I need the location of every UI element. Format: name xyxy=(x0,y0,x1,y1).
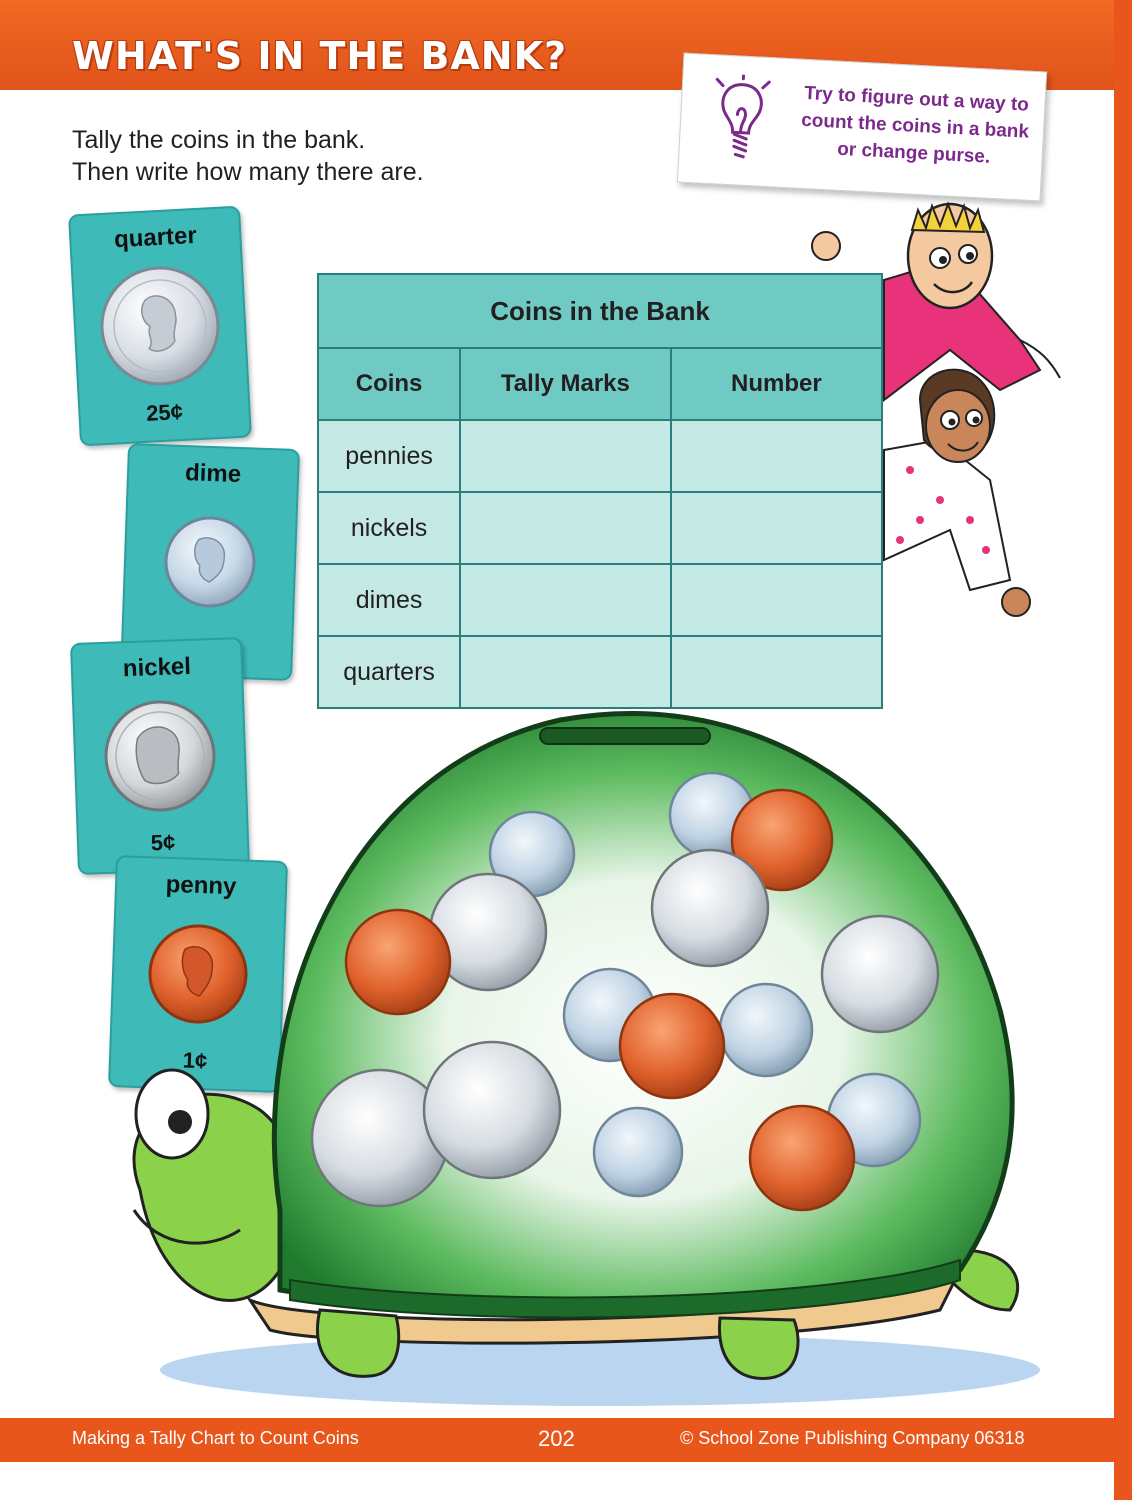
row-label: pennies xyxy=(318,420,460,492)
coin-value: 25¢ xyxy=(145,398,184,426)
instructions xyxy=(72,124,424,188)
row-label: dimes xyxy=(318,564,460,636)
quarter-coin-icon xyxy=(95,261,225,391)
page-footer xyxy=(0,1418,1132,1462)
coin-label: penny xyxy=(165,870,237,901)
column-header-tally: Tally Marks xyxy=(460,348,671,420)
tally-cell[interactable] xyxy=(460,492,671,564)
footer-lesson-title: Making a Tally Chart to Count Coins xyxy=(72,1428,359,1448)
coin-value: 5¢ xyxy=(150,829,176,856)
coin-label: quarter xyxy=(113,221,198,254)
tip-line-1: Try to figure out a way to xyxy=(803,82,1030,116)
instruction-line-2: Then write how many there are. xyxy=(72,158,424,186)
column-header-number: Number xyxy=(671,348,882,420)
tally-cell[interactable] xyxy=(460,420,671,492)
lightbulb-icon xyxy=(709,73,774,172)
dime-coin-icon xyxy=(146,498,274,626)
tip-line-3: or change purse. xyxy=(836,138,991,168)
table-row xyxy=(318,492,882,564)
instruction-line-1: Tally the coins in the bank. xyxy=(72,126,366,154)
page-title: WHAT'S IN THE BANK? xyxy=(72,34,568,78)
row-label: quarters xyxy=(318,636,460,708)
coin-value: 1¢ xyxy=(182,1047,208,1074)
table-row xyxy=(318,564,882,636)
row-label: nickels xyxy=(318,492,460,564)
tip-line-2: count the coins in a bank xyxy=(800,109,1030,143)
number-cell[interactable] xyxy=(671,492,882,564)
coin-label: dime xyxy=(184,459,242,489)
coin-label: nickel xyxy=(122,652,192,683)
tally-cell[interactable] xyxy=(460,564,671,636)
column-header-coins: Coins xyxy=(318,348,460,420)
coins-table xyxy=(317,273,883,709)
tip-card xyxy=(677,53,1047,202)
footer-copyright: © School Zone Publishing Company 06318 xyxy=(680,1428,1025,1448)
turtle-bank-illustration xyxy=(80,690,1040,1410)
table-caption: Coins in the Bank xyxy=(318,274,882,348)
side-rule xyxy=(1114,0,1132,1500)
tip-text xyxy=(797,80,1033,173)
number-cell[interactable] xyxy=(671,564,882,636)
table-row xyxy=(318,420,882,492)
coin-card-quarter xyxy=(68,206,252,447)
number-cell[interactable] xyxy=(671,420,882,492)
page-number: 202 xyxy=(538,1426,575,1451)
